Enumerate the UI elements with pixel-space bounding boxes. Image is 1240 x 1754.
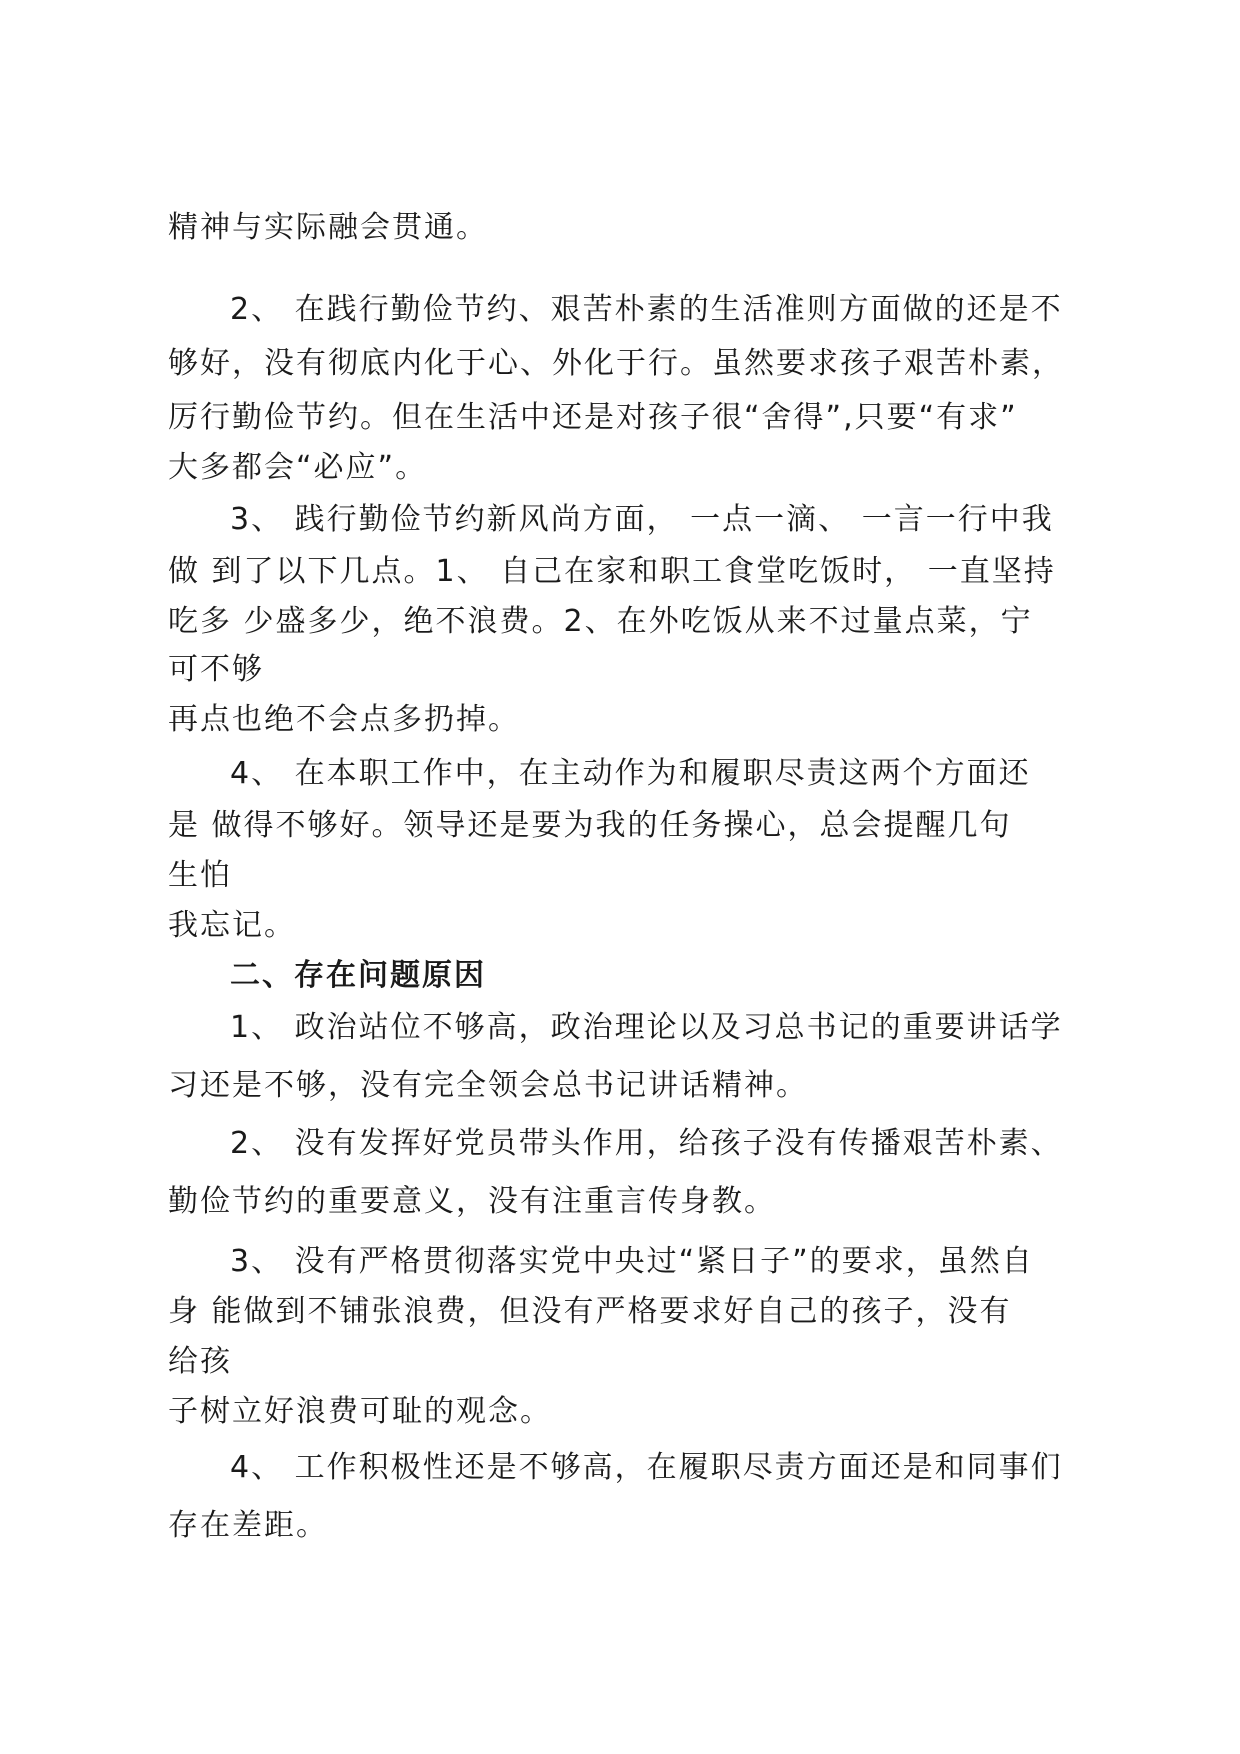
text-line: 习还是不够，没有完全领会总书记讲话精神。 <box>168 1068 808 1103</box>
text-line: 我忘记。 <box>168 908 296 943</box>
text-line: 4、 在本职工作中，在主动作为和履职尽责这两个方面还 <box>230 756 1031 791</box>
text-line: 4、 工作积极性还是不够高，在履职尽责方面还是和同事们 <box>230 1450 1063 1485</box>
text-line: 生怕 <box>168 858 232 893</box>
text-line: 存在差距。 <box>168 1508 328 1543</box>
text-line: 3、 践行勤俭节约新风尚方面， 一点一滴、 一言一行中我 <box>230 502 1054 537</box>
section-heading: 二、存在问题原因 <box>230 958 486 993</box>
text-line: 可不够 <box>168 652 264 687</box>
text-line: 给孩 <box>168 1344 232 1379</box>
text-line: 身 能做到不铺张浪费，但没有严格要求好自己的孩子，没有 <box>168 1294 1012 1329</box>
text-line: 吃多 少盛多少，绝不浪费。2、在外吃饭从来不过量点菜，宁 <box>168 604 1033 639</box>
text-line: 做 到了以下几点。1、 自己在家和职工食堂吃饭时， 一直坚持 <box>168 554 1056 589</box>
text-line: 是 做得不够好。领导还是要为我的任务操心，总会提醒几句 <box>168 808 1012 843</box>
text-line: 3、 没有严格贯彻落实党中央过“紧日子”的要求，虽然自 <box>230 1244 1034 1279</box>
text-line: 大多都会“必应”。 <box>168 450 428 485</box>
text-line: 厉行勤俭节约。但在生活中还是对孩子很“舍得”,只要“有求” <box>168 400 1018 435</box>
text-line: 子树立好浪费可耻的观念。 <box>168 1394 552 1429</box>
text-line: 够好，没有彻底内化于心、外化于行。虽然要求孩子艰苦朴素， <box>168 346 1064 381</box>
text-line: 1、 政治站位不够高，政治理论以及习总书记的重要讲话学 <box>230 1010 1063 1045</box>
text-line: 精神与实际融会贯通。 <box>168 210 488 245</box>
text-line: 2、 在践行勤俭节约、艰苦朴素的生活准则方面做的还是不 <box>230 292 1063 327</box>
text-line: 勤俭节约的重要意义，没有注重言传身教。 <box>168 1184 776 1219</box>
text-line: 再点也绝不会点多扔掉。 <box>168 702 520 737</box>
text-line: 2、 没有发挥好党员带头作用，给孩子没有传播艰苦朴素、 <box>230 1126 1063 1161</box>
